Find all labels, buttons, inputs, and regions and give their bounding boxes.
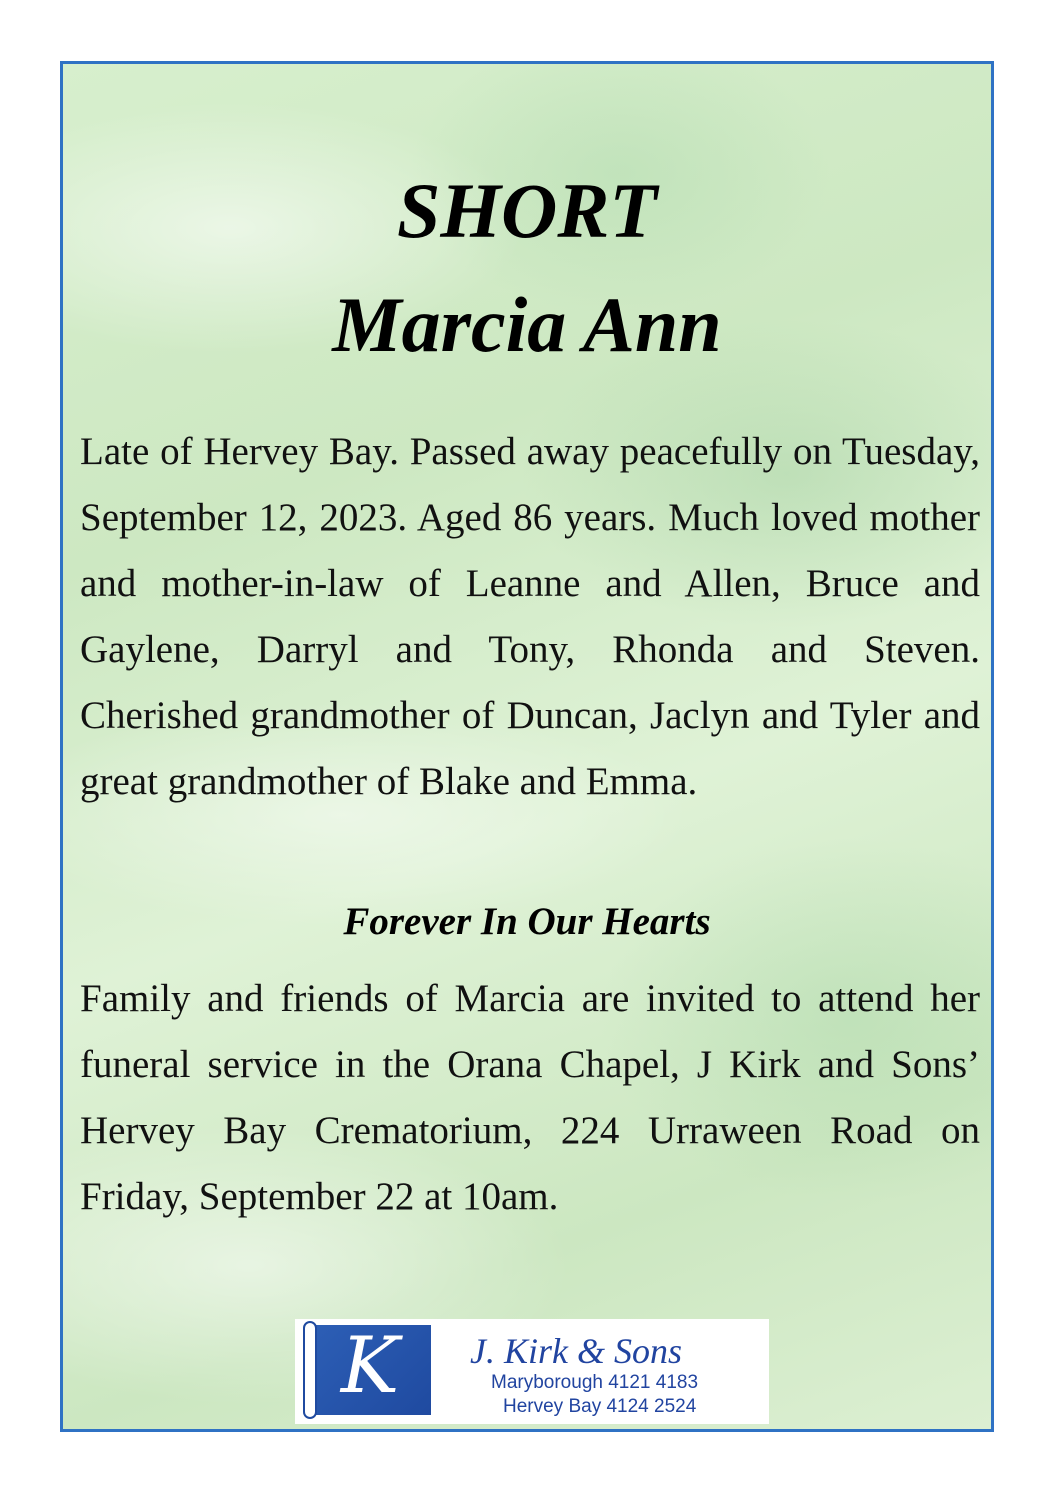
logo-company-name: J. Kirk & Sons [470,1331,682,1371]
funeral-notice [60,61,994,1432]
given-names-heading: Marcia Ann [332,281,722,368]
surname-heading: SHORT [396,167,658,254]
funeral-director-logo [295,1319,769,1424]
motto-text: Forever In Our Hearts [343,900,711,943]
k-monogram-icon [309,1321,431,1415]
logo-letter: K [340,1321,400,1411]
logo-phone-hervey-bay: Hervey Bay 4124 2524 [503,1396,697,1417]
death-announcement-paragraph: Late of Hervey Bay. Passed away peacefully on Tuesday, September 12, 2023. Aged 86 years. Much loved mother and mother-in-law of Leanne and Allen, Bruce and Gaylene, Darryl and Tony, Rhonda and Steven. Cherished grandmother of Duncan, Jaclyn and Tyler and great grandmother of Blake and Emma. [80,430,980,803]
logo-phone-maryborough: Maryborough 4121 4183 [491,1372,699,1393]
funeral-service-paragraph: Family and friends of Marcia are invited to attend her funeral service in the Orana Chapel, J Kirk and Sons’ Hervey Bay Crematorium, 224 Urraween Road on Friday, September 22 at 10am. [80,977,980,1218]
